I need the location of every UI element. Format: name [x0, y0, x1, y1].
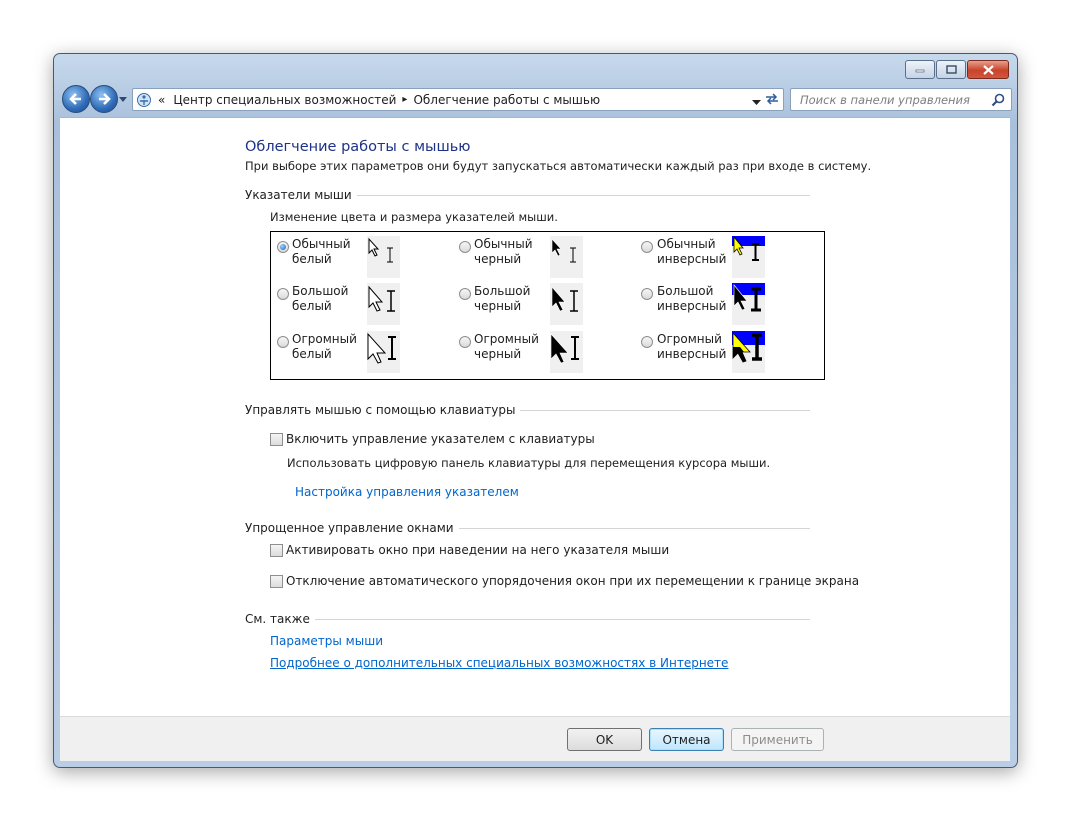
search-icon[interactable]	[991, 93, 1005, 107]
cursor-arrow-inverse-large-icon	[732, 283, 765, 325]
snap-disable-checkbox[interactable]	[270, 575, 283, 588]
preview-huge-black	[550, 331, 583, 373]
breadcrumb-overflow[interactable]: «	[158, 92, 166, 107]
back-button[interactable]	[62, 85, 90, 113]
navigation-bar	[60, 84, 1011, 114]
radio-huge-black[interactable]	[459, 336, 471, 348]
preview-huge-inverse	[732, 331, 765, 373]
preview-normal-inverse	[732, 236, 765, 278]
refresh-button[interactable]	[761, 88, 782, 109]
minimize-button[interactable]	[905, 60, 935, 79]
mouse-settings-link[interactable]: Параметры мыши	[270, 634, 383, 648]
mouse-keys-description: Использовать цифровую панель клавиатуры для перемещения курсора мыши.	[287, 456, 771, 470]
content-pane	[60, 117, 1010, 716]
back-icon	[68, 92, 84, 106]
cancel-button[interactable]: Отмена	[649, 728, 724, 751]
close-button[interactable]	[967, 60, 1009, 79]
label-normal-inverse[interactable]: Обычный инверсный	[657, 237, 727, 266]
section-see-also-title: См. также	[245, 612, 310, 626]
pointers-description: Изменение цвета и размера указателей мыши.	[270, 210, 558, 224]
breadcrumb-separator[interactable]: ▸	[402, 94, 408, 105]
cursor-arrow-black-huge-icon	[550, 331, 583, 373]
radio-large-black[interactable]	[459, 288, 471, 300]
caption-buttons	[905, 60, 1009, 79]
control-panel-window	[53, 53, 1018, 768]
maximize-button[interactable]	[936, 60, 966, 79]
section-see-also-header	[245, 612, 810, 626]
apply-button[interactable]: Применить	[731, 728, 824, 751]
forward-button[interactable]	[90, 85, 118, 113]
search-box[interactable]	[790, 88, 1012, 111]
cursor-arrow-white-huge-icon	[367, 331, 400, 373]
page-title: Облегчение работы с мышью	[245, 139, 471, 155]
section-pointers-header	[245, 188, 810, 202]
cursor-arrow-inverse-huge-icon	[732, 331, 765, 373]
section-windows-header	[245, 521, 810, 535]
maximize-icon	[946, 65, 957, 74]
cursor-arrow-black-large-icon	[550, 283, 583, 325]
address-bar[interactable]	[132, 88, 784, 111]
cursor-arrow-black-icon	[550, 236, 583, 278]
section-windows-title: Упрощенное управление окнами	[245, 521, 454, 535]
preview-large-black	[550, 283, 583, 325]
label-normal-black[interactable]: Обычный черный	[474, 237, 533, 266]
label-large-inverse[interactable]: Большой инверсный	[657, 284, 727, 313]
dropdown-icon	[118, 96, 128, 104]
preview-large-white	[367, 283, 400, 325]
radio-huge-inverse[interactable]	[641, 336, 653, 348]
control-panel-icon	[136, 92, 152, 108]
snap-disable-label[interactable]: Отключение автоматического упорядочения окон при их перемещении к границе экрана	[286, 574, 860, 588]
refresh-icon	[764, 92, 780, 106]
minimize-icon	[915, 67, 925, 73]
label-huge-white[interactable]: Огромный белый	[292, 332, 357, 361]
hover-activate-checkbox[interactable]	[270, 544, 283, 557]
radio-huge-white[interactable]	[277, 336, 289, 348]
label-large-white[interactable]: Большой белый	[292, 284, 349, 313]
close-icon	[983, 65, 994, 75]
mouse-keys-settings-link[interactable]: Настройка управления указателем	[295, 485, 519, 499]
radio-large-white[interactable]	[277, 288, 289, 300]
breadcrumb-current[interactable]: Облегчение работы с мышью	[413, 92, 601, 107]
mouse-keys-label[interactable]: Включить управление указателем с клавиатуры	[286, 432, 595, 446]
section-keyboard-header	[245, 403, 810, 417]
radio-normal-white[interactable]	[277, 241, 289, 253]
cursor-arrow-inverse-icon	[732, 236, 765, 278]
preview-normal-white	[367, 236, 400, 278]
cursor-arrow-white-large-icon	[367, 283, 400, 325]
button-bar	[60, 716, 1010, 761]
section-keyboard-title: Управлять мышью с помощью клавиатуры	[245, 403, 516, 417]
page-subtitle: При выборе этих параметров они будут запускаться автоматически каждый раз при входе в систему.	[245, 159, 872, 173]
more-accessibility-online-link[interactable]: Подробнее о дополнительных специальных возможностях в Интернете	[270, 656, 729, 670]
recent-pages-button[interactable]	[118, 93, 128, 107]
ok-button[interactable]: OK	[567, 728, 642, 751]
breadcrumb-ease-of-access-center[interactable]: Центр специальных возможностей	[173, 92, 397, 107]
radio-large-inverse[interactable]	[641, 288, 653, 300]
label-normal-white[interactable]: Обычный белый	[292, 237, 351, 266]
address-dropdown-button[interactable]	[752, 95, 761, 109]
cursor-arrow-white-icon	[367, 236, 400, 278]
pointer-schemes-box	[270, 231, 825, 380]
search-input[interactable]: Поиск в панели управления	[800, 92, 970, 107]
forward-icon	[96, 92, 112, 106]
label-large-black[interactable]: Большой черный	[474, 284, 531, 313]
mouse-keys-checkbox[interactable]	[270, 433, 283, 446]
hover-activate-label[interactable]: Активировать окно при наведении на него указателя мыши	[286, 543, 670, 557]
label-huge-black[interactable]: Огромный черный	[474, 332, 539, 361]
radio-normal-black[interactable]	[459, 241, 471, 253]
chevron-down-icon	[752, 100, 761, 106]
preview-normal-black	[550, 236, 583, 278]
preview-huge-white	[367, 331, 400, 373]
label-huge-inverse[interactable]: Огромный инверсный	[657, 332, 727, 361]
section-pointers-title: Указатели мыши	[245, 188, 352, 202]
radio-normal-inverse[interactable]	[641, 241, 653, 253]
preview-large-inverse	[732, 283, 765, 325]
